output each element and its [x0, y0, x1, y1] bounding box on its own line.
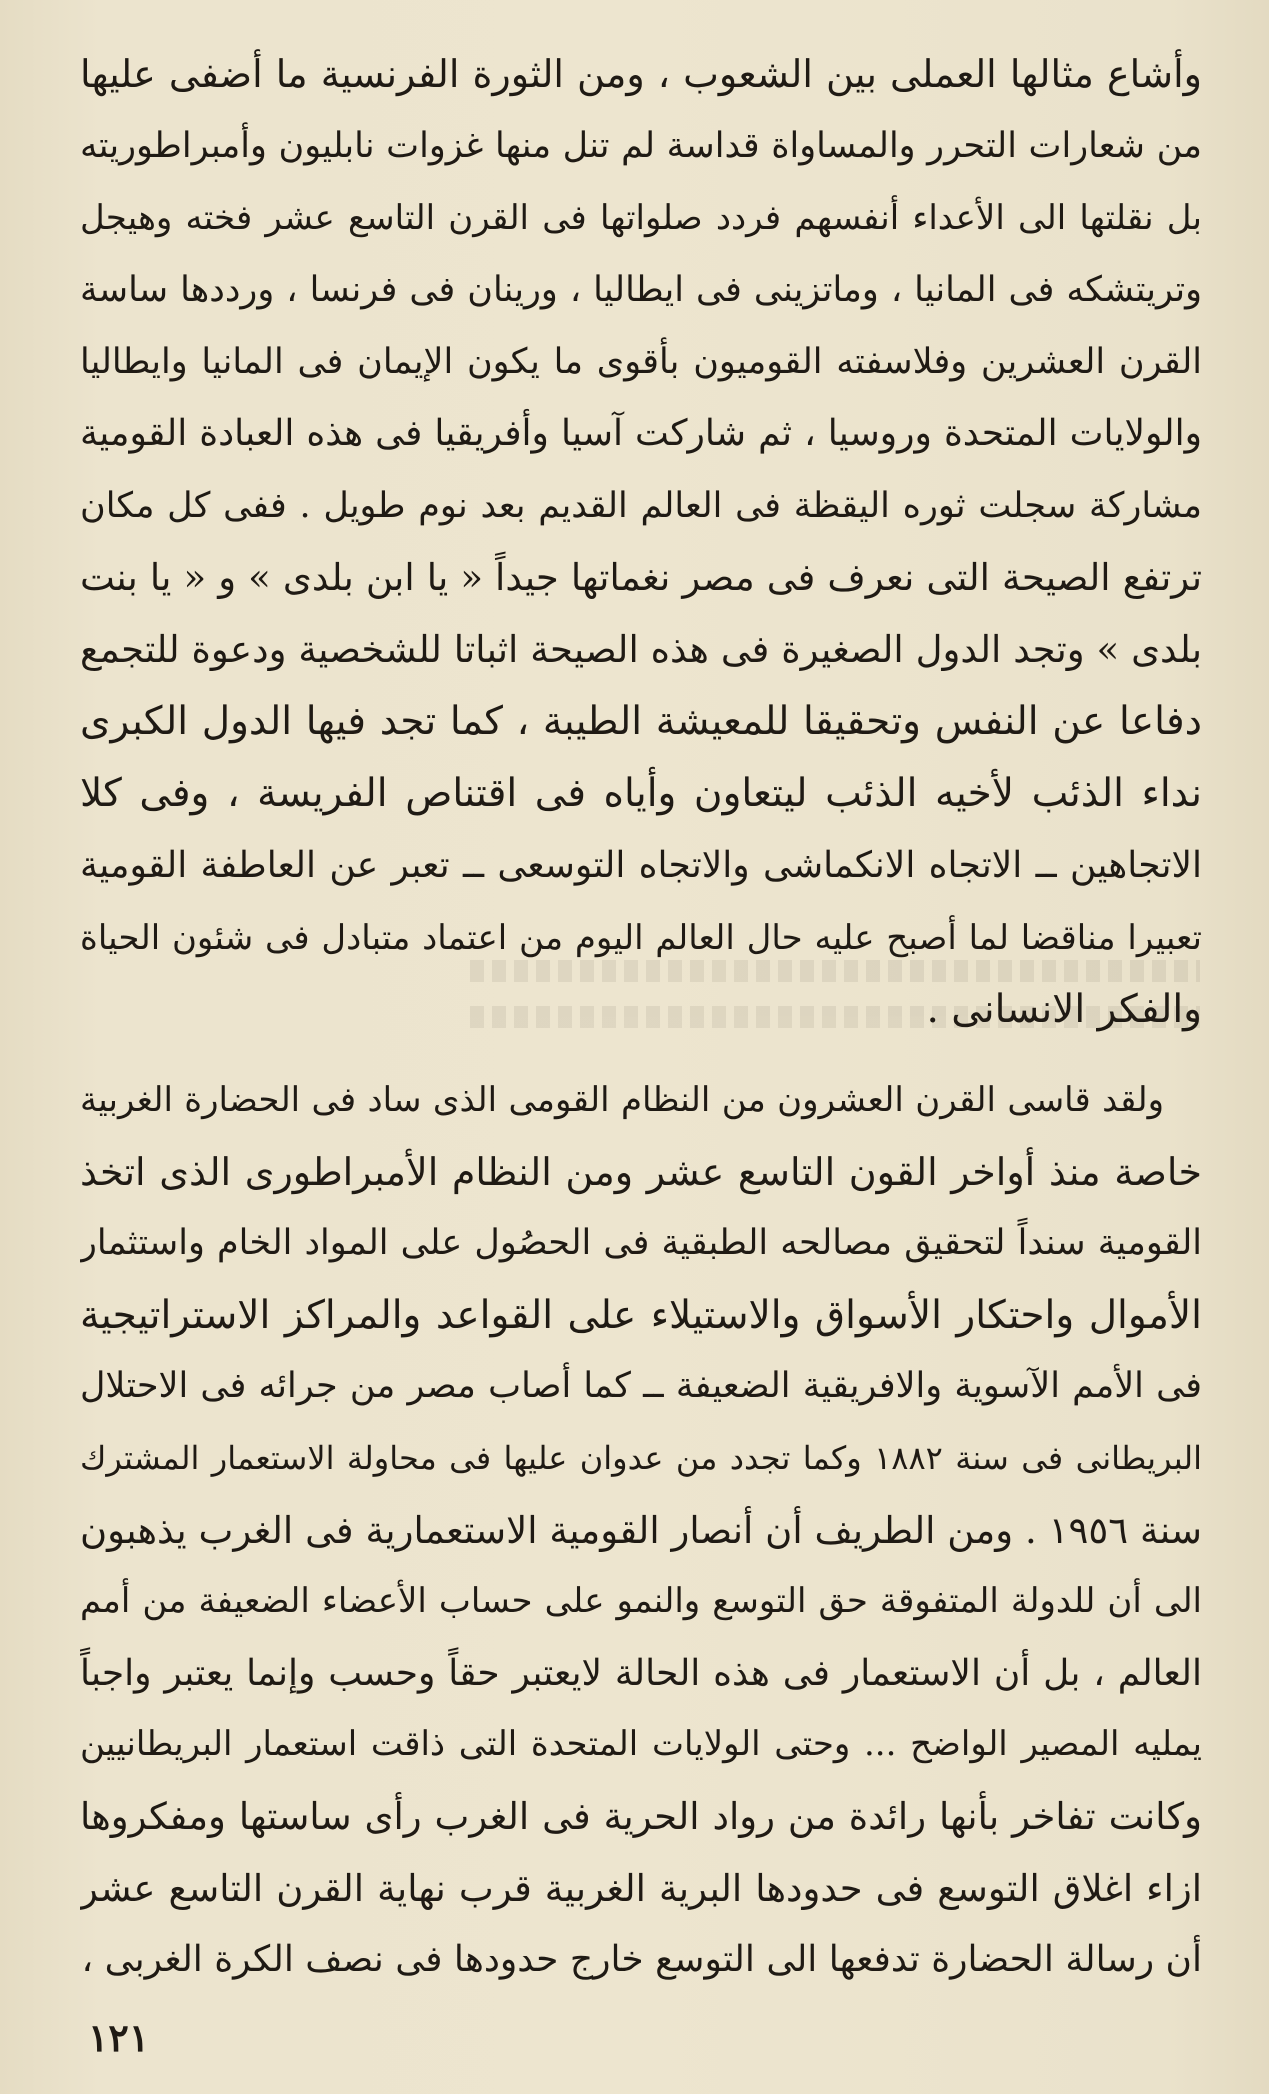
text-line: فى الأمم الآسوية والافريقية الضعيفة ــ كما أصاب مصر من جرائه فى الاحتلال	[80, 1366, 1202, 1407]
text-line: وأشاع مثالها العملى بين الشعوب ، ومن الثورة الفرنسية ما أضفى عليها	[80, 52, 1202, 96]
text-line: يمليه المصير الواضح ... وحتى الولايات المتحدة التى ذاقت استعمار البريطانيين	[80, 1724, 1202, 1765]
text-line: القومية سنداً لتحقيق مصالحه الطبقية فى الحصُول على المواد الخام واستثمار	[80, 1223, 1202, 1264]
text-line: القرن العشرين وفلاسفته القوميون بأقوى ما يكون الإيمان فى المانيا وايطاليا	[80, 342, 1202, 382]
text-line: مشاركة سجلت ثوره اليقظة فى العالم القديم بعد نوم طويل . ففى كل مكان	[80, 486, 1202, 526]
paragraph-2	[80, 1065, 1202, 1996]
text-line: بلدى » وتجد الدول الصغيرة فى هذه الصيحة اثباتا للشخصية ودعوة للتجمع	[80, 628, 1202, 671]
text-line: تعبيرا مناقضا لما أصبح عليه حال العالم اليوم من اعتماد متبادل فى شئون الحياة	[80, 918, 1202, 958]
text-line: دفاعا عن النفس وتحقيقا للمعيشة الطيبة ، كما تجد فيها الدول الكبرى	[80, 699, 1202, 744]
text-line: العالم ، بل أن الاستعمار فى هذه الحالة لايعتبر حقاً وحسب وإنما يعتبر واجباً	[80, 1652, 1202, 1694]
text-line: والفكر الانسانى .	[926, 987, 1202, 1032]
text-line: سنة ١٩٥٦ . ومن الطريف أن أنصار القومية الاستعمارية فى الغرب يذهبون	[80, 1508, 1202, 1552]
text-line: الأموال واحتكار الأسواق والاستيلاء على القواعد والمراكز الاستراتيجية	[80, 1292, 1202, 1338]
text-line: ترتفع الصيحة التى نعرف فى مصر نغماتها جيداً « يا ابن بلدى » و « يا بنت	[80, 556, 1202, 599]
text-line: ولقد قاسى القرن العشرون من النظام القومى الذى ساد فى الحضارة الغربية	[80, 1080, 1164, 1120]
text-line: والولايات المتحدة وروسيا ، ثم شاركت آسيا وأفريقيا فى هذه العبادة القومية	[80, 413, 1202, 454]
text-line: البريطانى فى سنة ١٨٨٢ وكما تجدد من عدوان عليها فى محاولة الاستعمار المشترك	[80, 1438, 1202, 1477]
page-number: ١٢١	[88, 2015, 150, 2060]
text-line: وكانت تفاخر بأنها رائدة من رواد الحرية فى الغرب رأى ساستها ومفكروها	[80, 1794, 1202, 1838]
text-line: ازاء اغلاق التوسع فى حدودها البرية الغربية قرب نهاية القرن التاسع عشر	[80, 1866, 1202, 1910]
text-line: الى أن للدولة المتفوقة حق التوسع والنمو على حساب الأعضاء الضعيفة من أمم	[80, 1581, 1202, 1622]
text-line: أن رسالة الحضارة تدفعها الى التوسع خارج حدودها فى نصف الكرة الغربى ،	[81, 1939, 1202, 1981]
text-line: بل نقلتها الى الأعداء أنفسهم فردد صلواتها فى القرن التاسع عشر فخته وهيجل	[80, 198, 1202, 238]
text-line: خاصة منذ أواخر القون التاسع عشر ومن النظام الأمبراطورى الذى اتخذ	[80, 1149, 1202, 1194]
paragraph-1	[80, 38, 1202, 1046]
text-line: وتريتشكه فى المانيا ، وماتزينى فى ايطاليا ، ورينان فى فرنسا ، ورددها ساسة	[80, 270, 1202, 310]
text-line: الاتجاهين ــ الاتجاه الانكماشى والاتجاه التوسعى ــ تعبر عن العاطفة القومية	[80, 845, 1202, 886]
text-line: نداء الذئب لأخيه الذئب ليتعاون وأياه فى اقتناص الفريسة ، وفى كلا	[80, 771, 1202, 816]
text-line: من شعارات التحرر والمساواة قداسة لم تنل منها غزوات نابليون وأمبراطوريته	[80, 126, 1202, 166]
